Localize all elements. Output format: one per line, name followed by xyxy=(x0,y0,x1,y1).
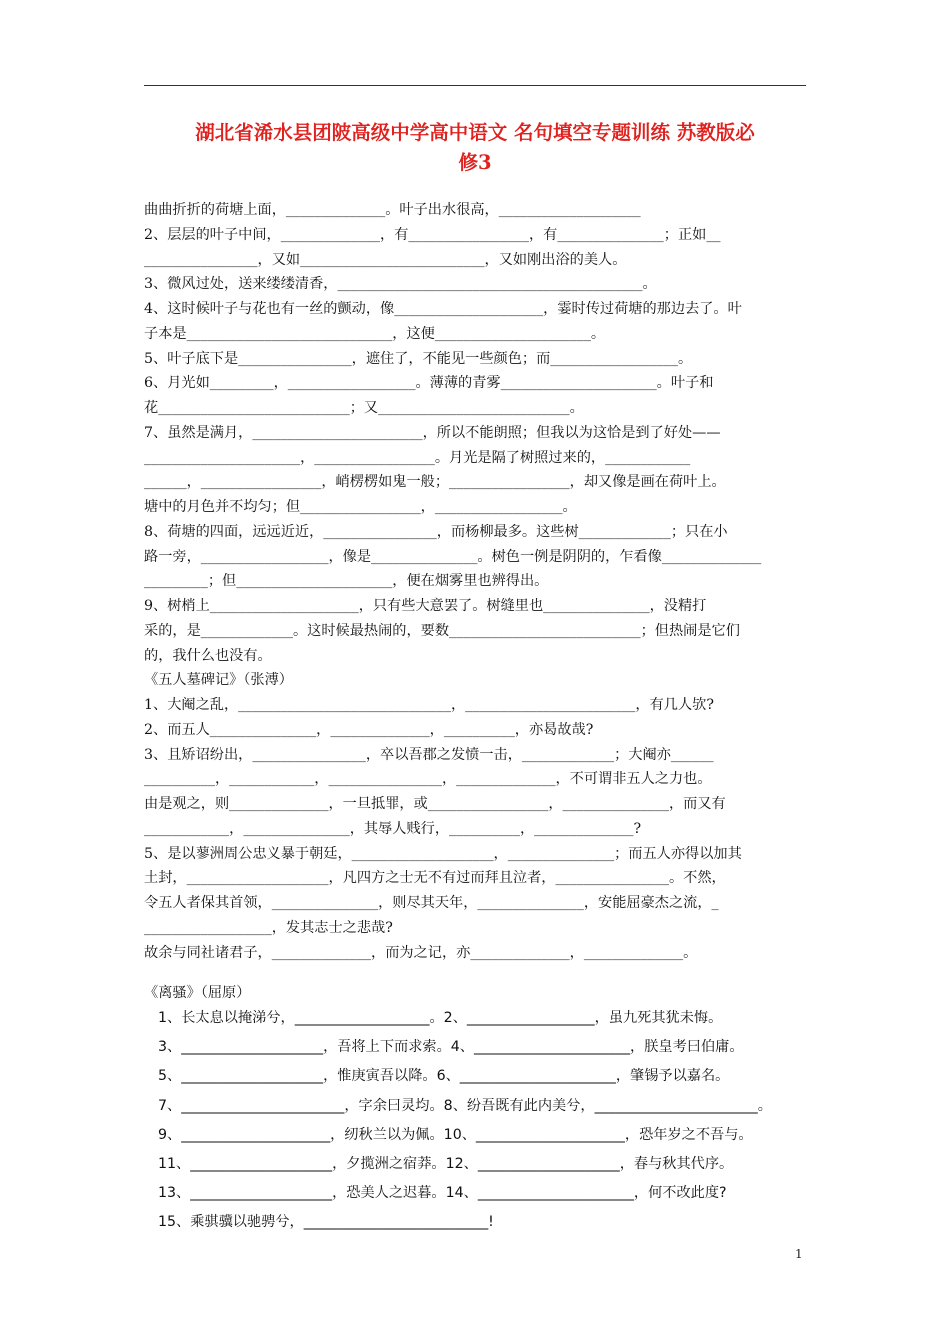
lisao-row: 9、_____________________，纫秋兰以为佩。10、_____________________，恐年岁之不吾与。 xyxy=(158,1126,753,1143)
text-line: 7、虽然是满月，________________________，所以不能朗照；但我以为这恰是到了好处—— xyxy=(144,424,721,441)
lisao-row: 1、长太息以掩涕兮，___________________。2、__________________，虽九死其犹未悔。 xyxy=(158,1010,723,1026)
title-line-2: 修3 xyxy=(458,151,492,174)
text-line: _________；但______________________，便在烟雾里也辨得出。 xyxy=(144,573,549,590)
lisao-row: 7、_______________________，字余曰灵均。8、纷吾既有此内美兮，_______________________。 xyxy=(158,1097,772,1114)
text-line: 花___________________________；又___________________________。 xyxy=(144,400,584,416)
text-line: ________________，又如__________________________，又如刚出浴的美人。 xyxy=(144,251,627,268)
text-line: 3、且矫诏纷出，________________，卒以吾郡之发愤一击，_____________；大阉亦______ xyxy=(144,746,714,763)
lisao-row: 15、乘骐骥以驰骋兮，__________________________! xyxy=(158,1214,494,1231)
text-line: 塘中的月色并不均匀；但_________________，__________________。 xyxy=(144,499,577,515)
text-line: 2、层层的叶子中间，______________，有_________________，有_______________；正如__ xyxy=(144,226,721,243)
text-line: ____________，_______________，其辱人贱行，__________，______________? xyxy=(144,820,642,837)
lisao-row: 3、____________________，吾将上下而求索。4、______________________，朕皇考曰伯庸。 xyxy=(158,1039,744,1056)
text-line: 8、荷塘的四面，远远近近，________________，而杨柳最多。这些树_____________；只在小 xyxy=(144,523,728,540)
lisao-row: 13、____________________，恐美人之迟暮。14、______________________，何不改此度? xyxy=(158,1185,727,1202)
text-line: 土封，____________________，凡四方之士无不有过而拜且泣者，________________。不然， xyxy=(144,870,726,887)
text-line: __________________，发其志士之悲哉? xyxy=(144,919,393,936)
text-line: 采的，是_____________。这时候最热闹的，要数___________________________；但热闹是它们 xyxy=(144,622,740,639)
text-line: 4、这时候叶子与花也有一丝的颤动，像_____________________，霎时传过荷塘的那边去了。叶 xyxy=(144,301,742,317)
lisao-section xyxy=(144,982,814,1238)
page-title xyxy=(140,118,810,178)
text-line: 1、大阉之乱，______________________________，________________________，有几人欤? xyxy=(144,697,714,713)
page-number: 1 xyxy=(795,1247,803,1261)
header-rule xyxy=(144,85,806,86)
text-line: __________，____________，________________，______________，不可谓非五人之力也。 xyxy=(144,771,712,788)
lisao-row: 11、____________________，夕揽洲之宿莽。12、____________________，春与秋其代序。 xyxy=(158,1155,734,1172)
title-line-1: 湖北省浠水县团陂高级中学高中语文 名句填空专题训练 苏教版必 xyxy=(195,121,755,144)
text-line: 路一旁，__________________，像是_______________。树色一例是阴阴的，乍看像______________ xyxy=(144,548,762,565)
text-line: 3、微风过处，送来缕缕清香，___________________________________________。 xyxy=(144,276,657,293)
section-heading: 《五人墓碑记》（张溥） xyxy=(144,672,293,689)
text-line: 2、而五人_______________，______________，__________，亦曷故哉? xyxy=(144,721,594,738)
text-line: ______，_________________，峭楞楞如鬼一般；_________________，却又像是画在荷叶上。 xyxy=(144,474,726,491)
text-line: 曲曲折折的荷塘上面，______________。叶子出水很高，____________________ xyxy=(144,202,641,218)
text-line: ______________________，_________________。月光是隔了树照过来的，____________ xyxy=(144,449,691,466)
text-line: 6、月光如_________，__________________。薄薄的青雾______________________。叶子和 xyxy=(144,375,714,392)
text-line: 故余与同社诸君子，______________，而为之记，亦______________，______________。 xyxy=(144,944,698,961)
text-line: 9、树梢上_____________________，只有些大意罢了。树缝里也_______________，没精打 xyxy=(144,598,707,614)
text-line: 5、是以蓼洲周公忠义暴于朝廷，____________________，_______________；而五人亦得以加其 xyxy=(144,845,742,862)
lisao-row: 5、____________________，惟庚寅吾以降。6、______________________，肇锡予以嘉名。 xyxy=(158,1068,730,1085)
text-line: 令五人者保其首领，_______________，则尽其天年，_______________，安能屈豪杰之流，_ xyxy=(144,895,719,911)
exercise-body xyxy=(144,198,814,965)
text-line: 由是观之，则______________，一旦抵罪，或_________________，_______________，而又有 xyxy=(144,796,726,812)
text-line: 5、叶子底下是________________，遮住了，不能见一些颜色；而__________________。 xyxy=(144,350,693,367)
text-line: 的，我什么也没有。 xyxy=(144,647,272,664)
text-line: 子本是_____________________________，这便______________________。 xyxy=(144,325,606,342)
section-heading: 《离骚》（屈原） xyxy=(144,985,251,1001)
